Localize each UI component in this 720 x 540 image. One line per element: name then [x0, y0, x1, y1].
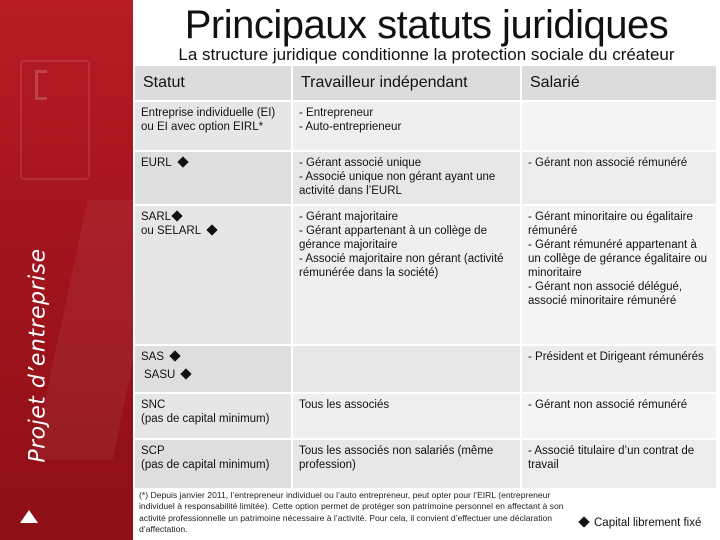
- table-row: [134, 393, 717, 439]
- triangle-up-icon[interactable]: [20, 510, 38, 523]
- cell-independant: [292, 151, 521, 205]
- statut-text: ou SELARL: [141, 225, 202, 237]
- statut-text: (pas de capital minimum): [141, 413, 270, 425]
- statut-text: SCP: [141, 445, 165, 457]
- statut-text: (pas de capital minimum): [141, 459, 270, 471]
- cell-salarie: [521, 101, 717, 151]
- salarie-text: - Gérant non associé rémunéré: [528, 399, 688, 411]
- header-statut: Statut: [134, 65, 292, 101]
- statut-text: SNC: [141, 399, 166, 411]
- statut-text: SAS: [141, 351, 165, 363]
- cell-statut: [134, 439, 292, 489]
- statut-text: SASU: [144, 369, 176, 381]
- side-label: Projet d’entreprise: [25, 247, 51, 463]
- page-subtitle: La structure juridique conditionne la protection sociale du créateur: [178, 45, 675, 64]
- table-row: [134, 205, 717, 345]
- statut-text: Entreprise individuelle (EI) ou EI avec option EIRL*: [141, 107, 276, 133]
- cell-statut: [134, 345, 292, 393]
- banner-decoration: [35, 70, 47, 100]
- diamond-bullet-icon: [171, 210, 182, 221]
- footnote: (*) Depuis janvier 2011, l’entrepreneur individuel ou l’auto entrepreneur, peut opter pour l’EIRL (entrepreneur individuel à responsabilité limitée). Cette option permet de protéger son patrimoine personnel en affectant à son activité professionnelle un patrimoine nécessaire à l’activité. Pour cela, il convient d’effectuer une déclaration d’affectation.: [139, 490, 564, 535]
- cell-independant: [292, 205, 521, 345]
- cell-salarie: [521, 151, 717, 205]
- page-title: Principaux statuts juridiques: [184, 3, 669, 47]
- salarie-text: - Gérant non associé rémunéré: [528, 157, 688, 169]
- cell-salarie: [521, 205, 717, 345]
- cell-independant: [292, 393, 521, 439]
- cell-independant: [292, 345, 521, 393]
- statut-line: [141, 350, 287, 364]
- salarie-text: - Gérant minoritaire ou égalitaire rémunéré: [528, 211, 693, 237]
- diamond-bullet-icon: [206, 224, 217, 235]
- statut-text: EURL: [141, 157, 172, 169]
- cell-statut: [134, 101, 292, 151]
- header-independant: Travailleur indépendant: [292, 65, 521, 101]
- header-salarie: Salarié: [521, 65, 717, 101]
- side-label-wrap: [16, 210, 60, 500]
- salarie-text: - Gérant non associé délégué, associé minoritaire rémunéré: [528, 281, 683, 307]
- diamond-bullet-icon: [169, 350, 180, 361]
- status-table: [133, 64, 718, 490]
- salarie-text: - Associé titulaire d’un contrat de travail: [528, 445, 695, 471]
- cell-salarie: [521, 345, 717, 393]
- independant-text: - Gérant appartenant à un collège de gérance majoritaire: [299, 225, 487, 251]
- salarie-text: - Gérant rémunéré appartenant à un collège de gérance égalitaire ou minoritaire: [528, 239, 708, 279]
- statut-line: [141, 156, 287, 170]
- banner-decoration: [20, 60, 90, 180]
- independant-text: - Gérant majoritaire: [299, 211, 399, 223]
- cell-statut: [134, 205, 292, 345]
- legend-label: Capital librement fixé: [594, 517, 702, 529]
- table-row: [134, 439, 717, 489]
- table-row: [134, 151, 717, 205]
- cell-independant: [292, 439, 521, 489]
- table-row: [134, 101, 717, 151]
- independant-text: Tous les associés: [299, 399, 390, 411]
- cell-salarie: [521, 393, 717, 439]
- cell-statut: [134, 151, 292, 205]
- side-banner: [0, 0, 133, 540]
- cell-independant: [292, 101, 521, 151]
- statut-line: [141, 210, 287, 224]
- statut-line: [141, 368, 287, 382]
- independant-text: - Associé unique non gérant ayant une activité dans l’EURL: [299, 171, 496, 197]
- independant-text: - Auto-entreprieneur: [299, 121, 402, 133]
- diamond-bullet-icon: [181, 368, 192, 379]
- diamond-bullet-icon: [177, 156, 188, 167]
- diamond-bullet-icon: [578, 516, 589, 527]
- statut-text: SARL: [141, 211, 172, 223]
- cell-salarie: [521, 439, 717, 489]
- statut-line: [141, 224, 287, 238]
- salarie-text: - Président et Dirigeant rémunérés: [528, 351, 704, 363]
- independant-text: - Gérant associé unique: [299, 157, 422, 169]
- independant-text: - Associé majoritaire non gérant (activité rémunérée dans la société): [299, 253, 504, 279]
- independant-text: - Entrepreneur: [299, 107, 374, 119]
- legend: [580, 517, 701, 529]
- table-row: [134, 345, 717, 393]
- table-header-row: [134, 65, 717, 101]
- independant-text: Tous les associés non salariés (même profession): [299, 445, 494, 471]
- cell-statut: [134, 393, 292, 439]
